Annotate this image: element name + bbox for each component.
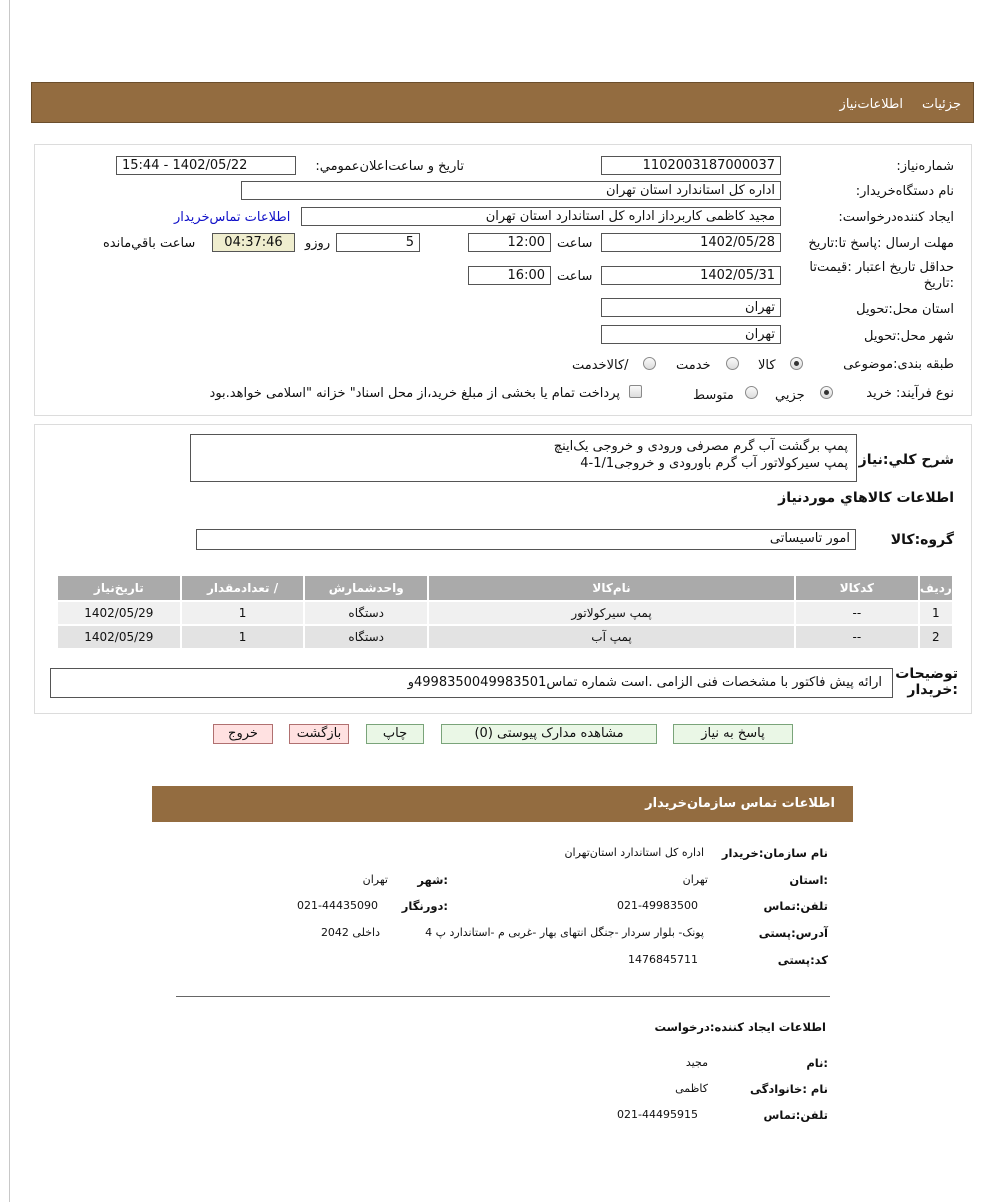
left-border-line <box>9 0 10 1202</box>
cell-item-name: پمپ سيرکولاتور <box>429 602 794 624</box>
cell-unit: دستگاه <box>305 602 427 624</box>
announce-label: تاريخ و ساعت‌اعلان‌عمومي: <box>315 159 464 174</box>
attachments-button[interactable]: مشاهده مدارک پيوستی (0) <box>441 724 657 744</box>
last-name-label: نام :خانوادگی <box>750 1082 828 1096</box>
col-quantity: / تعداد‌مقدار <box>182 576 304 600</box>
tab-details[interactable]: جزئيات <box>922 97 961 112</box>
col-unit: واحد‌شمارش <box>305 576 427 600</box>
remaining-label: ساعت باقي‌مانده <box>103 236 196 251</box>
creator-field: مجيد کاظمی کاربرداز اداره کل استاندارد استان تهران <box>301 207 781 226</box>
deadline-hour-label: ساعت <box>557 236 593 251</box>
first-name-value: مجید <box>685 1056 708 1069</box>
org-name-value: اداره کل استاندارد استان‌تهران <box>564 846 704 859</box>
table-row <box>58 602 952 624</box>
validity-hour-label: ساعت <box>557 269 593 284</box>
address-extension: داخلی 2042 <box>320 926 380 939</box>
process-label: نوع فرآيند: خريد <box>866 386 954 401</box>
process-minor-label: جزيي <box>775 388 805 403</box>
cell-row-number: 1 <box>920 602 952 624</box>
buyer-notes-label: توضيحات :خريدار <box>895 666 958 698</box>
days-field: 5 <box>336 233 420 252</box>
org-name-label: نام سازمان:خريدار <box>721 846 828 860</box>
creator-info-title: اطلاعات ایجاد کننده:درخواست <box>654 1020 826 1034</box>
description-label: شرح کلي:نياز <box>858 452 954 468</box>
cell-item-code: -- <box>796 602 918 624</box>
treasury-payment-checkbox[interactable] <box>629 385 642 398</box>
category-service-label: خدمت <box>676 358 711 373</box>
address-value: پونک- بلوار سردار -جنگل انتهای بهار -غربی م -استاندارد پ 4 <box>425 926 704 939</box>
description-line-1: پمپ برگشت آب گرم مصرفی ورودی و خروجی يک‌اينچ <box>553 439 848 454</box>
city-label: شهر محل:تحويل <box>864 329 954 344</box>
cell-need-date: 1402/05/29 <box>58 602 180 624</box>
fax-label: :دورنگار <box>401 899 448 913</box>
validity-date-field: 1402/05/31 <box>601 266 781 285</box>
city-info-label: :شهر <box>417 873 448 887</box>
validity-hour-field: 16:00 <box>468 266 551 285</box>
goods-group-label: گروه:کالا <box>890 532 954 548</box>
phone-label: تلفن:تماس <box>763 899 828 913</box>
exit-button[interactable]: خروج <box>213 724 273 744</box>
table-row <box>58 626 952 648</box>
tab-need-info[interactable]: اطلاعات‌نياز <box>839 97 903 112</box>
process-medium-radio[interactable] <box>745 386 758 399</box>
city-field: تهران <box>601 325 781 344</box>
category-goods-label: کالا <box>758 358 776 373</box>
process-medium-label: متوسط <box>693 388 734 403</box>
creator-phone-value: 021-44495915 <box>617 1108 698 1121</box>
back-button[interactable]: بازگشت <box>289 724 349 744</box>
section-divider <box>176 996 830 997</box>
goods-group-field: امور تاسيساتی <box>196 529 856 550</box>
reply-button[interactable]: پاسخ به نياز <box>673 724 793 744</box>
goods-table-header-row <box>58 576 952 600</box>
province-info-value: تهران <box>682 873 708 886</box>
first-name-label: :نام <box>806 1056 828 1070</box>
phone-value: 021-49983500 <box>617 899 698 912</box>
col-item-name: نام‌کالا <box>429 576 794 600</box>
cell-item-code: -- <box>796 626 918 648</box>
days-label: روزو <box>305 236 331 251</box>
deadline-hour-field: 12:00 <box>468 233 551 252</box>
need-number-field: 1102003187000037 <box>601 156 781 175</box>
cell-need-date: 1402/05/29 <box>58 626 180 648</box>
city-info-value: تهران <box>362 873 388 886</box>
col-need-date: تاريخ‌نياز <box>58 576 180 600</box>
description-box <box>190 434 857 482</box>
top-tab-bar <box>31 82 974 123</box>
remaining-time-field: 04:37:46 <box>212 233 295 252</box>
category-both-label: /کالاخدمت <box>572 358 629 373</box>
description-line-2: پمپ سيرکولاتور آب گرم باورودی و خروجی1/1-4 <box>580 456 848 471</box>
goods-info-title: اطلاعات کالاهاي مورد‌نياز <box>778 490 954 506</box>
province-info-label: :استان <box>789 873 828 887</box>
province-field: تهران <box>601 298 781 317</box>
buyer-org-field: اداره کل استاندارد استان تهران <box>241 181 781 200</box>
category-label: طبقه بندی:موضوعی <box>843 357 954 372</box>
postal-code-value: 1476845711 <box>628 953 698 966</box>
validity-label: حداقل تاريخ اعتبار :قيمت‌تا :تاريخ <box>809 260 954 291</box>
goods-table <box>56 574 954 650</box>
buyer-org-label: نام دستگاه‌خريدار: <box>855 184 954 199</box>
deadline-date-field: 1402/05/28 <box>601 233 781 252</box>
province-label: استان محل:تحويل <box>856 302 954 317</box>
creator-phone-label: تلفن:تماس <box>763 1108 828 1122</box>
cell-row-number: 2 <box>920 626 952 648</box>
announce-field: 1402/05/22 - 15:44 <box>116 156 296 175</box>
contact-title: اطلاعات تماس سازمان‌خريدار <box>645 796 835 811</box>
last-name-value: کاظمی <box>675 1082 708 1095</box>
treasury-payment-label: پرداخت تمام يا بخشی از مبلغ خريد،از محل اسناد" خزانه "اسلامی خواهد.بود <box>209 386 620 401</box>
print-button[interactable]: چاپ <box>366 724 424 744</box>
category-service-radio[interactable] <box>726 357 739 370</box>
contact-header <box>152 786 853 822</box>
col-row-number: رديف <box>920 576 952 600</box>
category-goods-radio[interactable] <box>790 357 803 370</box>
category-both-radio[interactable] <box>643 357 656 370</box>
buyer-contact-link[interactable]: اطلاعات تماس‌خريدار <box>174 210 291 225</box>
address-label: آدرس:پستی <box>758 926 828 940</box>
postal-code-label: کد:پستی <box>777 953 828 967</box>
deadline-label: مهلت ارسال :پاسخ تا:تاريخ <box>808 236 954 251</box>
process-minor-radio[interactable] <box>820 386 833 399</box>
cell-item-name: پمپ آب <box>429 626 794 648</box>
col-item-code: کدکالا <box>796 576 918 600</box>
creator-label: ايجاد کننده‌درخواست: <box>838 210 954 225</box>
cell-quantity: 1 <box>182 602 304 624</box>
cell-quantity: 1 <box>182 626 304 648</box>
fax-value: 021-44435090 <box>297 899 378 912</box>
buyer-notes-field: ارائه پيش فاکتور با مشخصات فنی الزامی .است شماره تماس4998350049983501و <box>50 668 893 698</box>
need-number-label: شماره‌نياز: <box>896 159 954 174</box>
cell-unit: دستگاه <box>305 626 427 648</box>
